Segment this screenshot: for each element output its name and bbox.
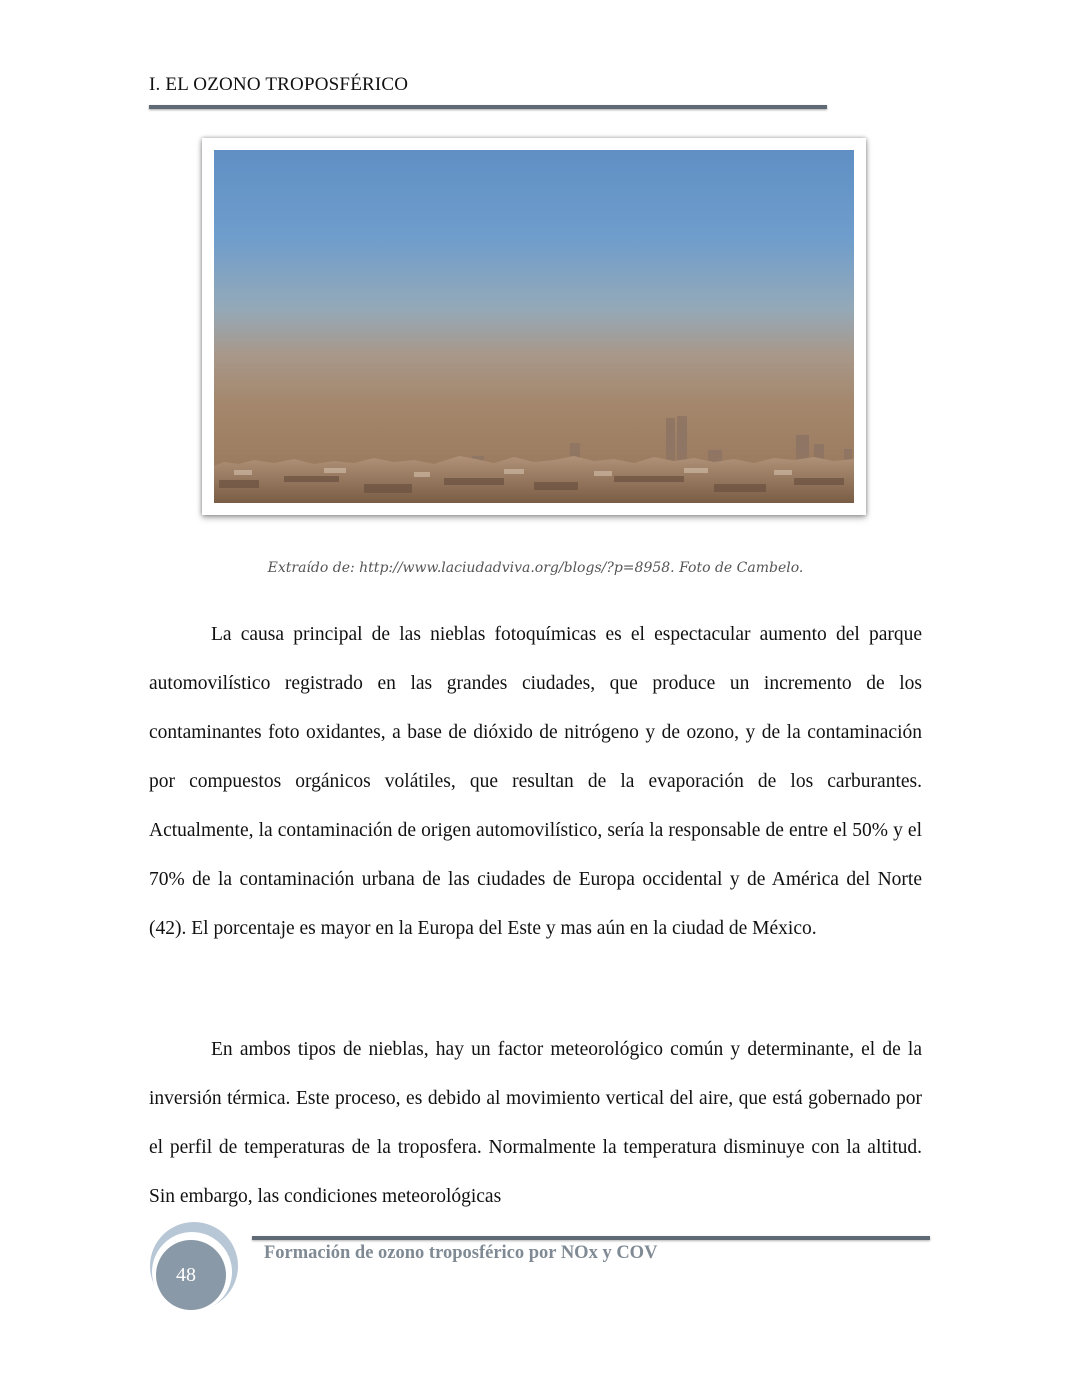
footer-rule — [252, 1236, 930, 1240]
page-number: 48 — [176, 1264, 196, 1286]
photo-frame — [202, 138, 866, 515]
footer-title: Formación de ozono troposférico por NOx y COV — [264, 1243, 658, 1263]
header-rule — [149, 105, 827, 109]
body-paragraph: La causa principal de las nieblas fotoquímicas es el espectacular aumento del parque automovilístico registrado en las grandes ciudades, que produce un incremento de los contaminantes foto oxidantes, a base de dióxido de nitrógeno y de ozono, y de la contaminación por compuestos orgánicos volátiles, que resultan de la evaporación de los carburantes. Actualmente, la contaminación de origen automovilístico, sería la responsable de entre el 50% y el 70% de la contaminación urbana de las ciudades de Europa occidental y de América del Norte (42). El porcentaje es mayor en la Europa del Este y mas aún en la ciudad de México. — [149, 624, 922, 939]
figure-caption: Extraído de: http://www.laciudadviva.org/blogs/?p=8958. Foto de Cambelo. — [267, 560, 804, 576]
chapter-title: I. EL OZONO TROPOSFÉRICO — [149, 74, 409, 95]
city-smog-photo — [214, 150, 854, 503]
body-paragraph: En ambos tipos de nieblas, hay un factor meteorológico común y determinante, el de la inversión térmica. Este proceso, es debido al movimiento vertical del aire, que está gobernado por el perfil de temperaturas de la troposfera. Normalmente la temperatura disminuye con la altitud. Sin embargo, las condiciones meteorológicas — [149, 1039, 922, 1207]
